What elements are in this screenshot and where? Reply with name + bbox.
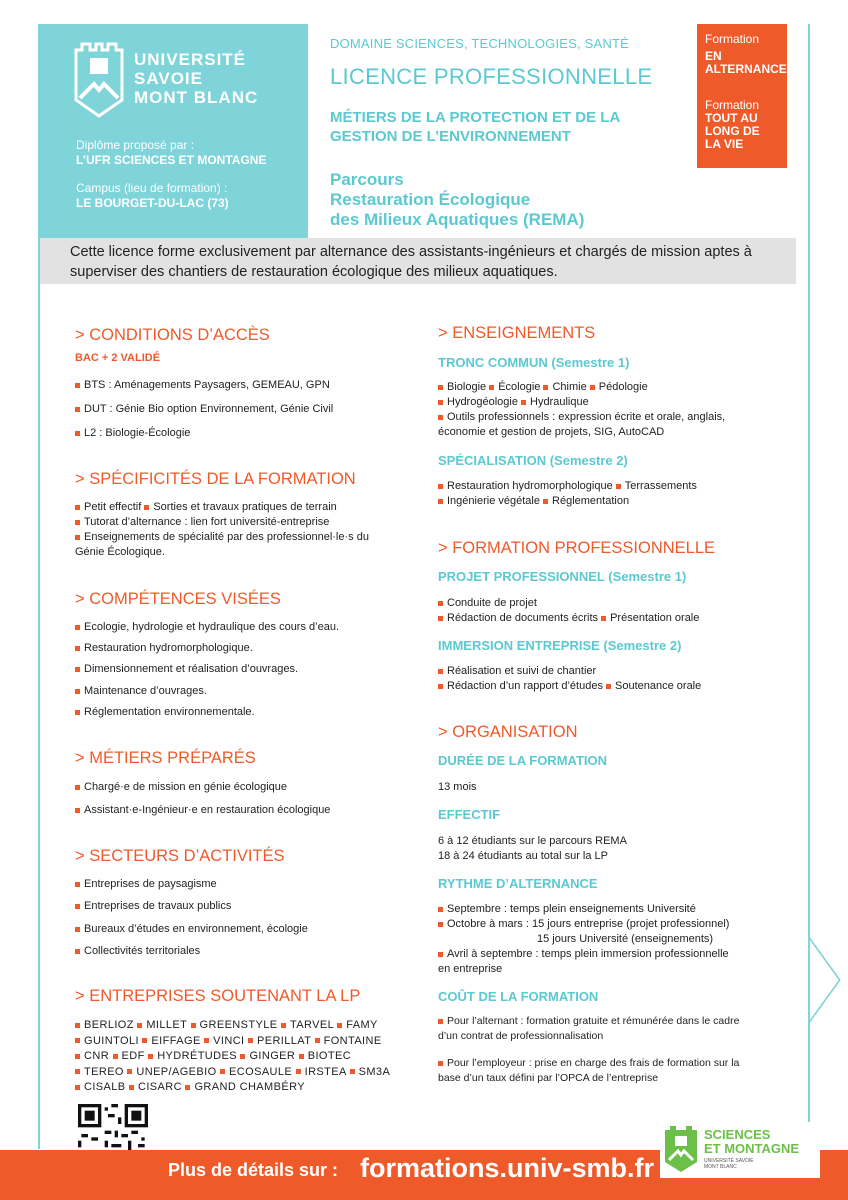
list-item: Bureaux d’études en environnement, écologie [75,922,308,936]
diploma-value: L’UFR SCIENCES ET MONTAGNE [76,153,267,167]
company-name: MILLET [146,1019,188,1031]
bullet-icon [75,1023,80,1028]
list-item: Outils professionnels : expression écrite et orale, anglais, [438,410,725,424]
effectif-line2: 18 à 24 étudiants au total sur la LP [438,850,609,862]
bullet-icon [185,1085,190,1090]
sciences-montagne-logo [660,1122,820,1178]
company-name: FAMY [346,1019,378,1031]
entreprises-row [75,1034,415,1050]
bullet-icon [142,1038,147,1043]
metiers-title: > MÉTIERS PRÉPARÉS [75,749,256,767]
formation1-value-line1: EN [705,49,722,63]
company-name: CISARC [138,1081,182,1093]
bullet-icon [129,1085,134,1090]
list-item: Pour l’alternant : formation gratuite et rémunérée dans le cadre [438,1014,739,1028]
list-item: Conduite de projet [438,596,537,610]
bullet-icon [113,1054,118,1059]
formation2-value-line1: TOUT AU [705,111,758,125]
bullet-icon [315,1038,320,1043]
list-item-continuation: d’un contrat de professionnalisation [438,1030,604,1042]
entreprises-row [75,1080,415,1096]
company-name: GINGER [249,1050,296,1062]
list-item-continuation: 15 jours Université (enseignements) [537,933,714,945]
list-item: BTS : Aménagements Paysagers, GEMEAU, GPN [75,378,330,392]
list-item: Tutorat d’alternance : lien fort université-entreprise [75,515,329,529]
bullet-icon [75,1038,80,1043]
company-name: IRSTEA [304,1065,347,1078]
immersion-title: IMMERSION ENTREPRISE (Semestre 2) [438,638,682,653]
entreprises-row [75,1018,415,1034]
sciences-montagne-shield-icon [662,1124,700,1174]
list-item-continuation: Génie Écologique. [75,546,165,558]
company-name: HYDRÉTUDES [157,1050,237,1062]
bullet-icon [75,407,80,412]
sm-logo-line1: SCIENCES [704,1127,771,1142]
bullet-icon [148,1054,153,1059]
footer-url-link[interactable]: formations.univ-smb.fr [360,1153,655,1183]
company-name: CISALB [84,1081,126,1093]
competences-title: > COMPÉTENCES VISÉES [75,590,281,608]
university-name-line1: UNIVERSITÉ [134,50,247,69]
company-name: GUINTOLI [84,1034,139,1047]
list-item: Maintenance d’ouvrages. [75,684,207,698]
company-name: TARVEL [289,1019,334,1031]
bullet-icon [248,1038,253,1043]
bullet-icon [281,1023,286,1028]
list-item: Rédaction de documents écrits Présentation orale [438,611,699,625]
entreprises-title: > ENTREPRISES SOUTENANT LA LP [75,987,361,1005]
sm-logo-sub2: MONT BLANC [704,1164,737,1170]
university-shield-icon [72,40,126,118]
bullet-icon [350,1069,355,1074]
bullet-icon [299,1054,304,1059]
bullet-icon [191,1023,196,1028]
secteurs-title: > SECTEURS D’ACTIVITÉS [75,847,285,865]
list-item: Pour l’employeur : prise en charge des frais de formation sur la [438,1056,739,1070]
parcours-line3: des Milieux Aquatiques (REMA) [330,210,585,229]
duree-value: 13 mois [438,781,477,793]
entreprises-list [75,1018,415,1096]
formation2-label: Formation [705,98,760,112]
intro-text: Cette licence forme exclusivement par alternance des assistants-ingénieurs et chargés de mission aptes à superviser des chantiers de restauration écologique des milieux aquatiques. [40,238,796,284]
entreprises-row [75,1065,415,1081]
formation2-value-line3: LA VIE [705,137,744,151]
list-item: DUT : Génie Bio option Environnement, Génie Civil [75,402,333,416]
university-logo [72,40,287,118]
formation-type-box [697,24,787,168]
university-name-line3: MONT BLANC [134,88,259,107]
effectif-line1: 6 à 12 étudiants sur le parcours REMA [438,835,627,847]
list-item: Entreprises de paysagisme [75,877,217,891]
specialisation-title: SPÉCIALISATION (Semestre 2) [438,453,628,468]
list-item: Enseignements de spécialité par des professionnel·le·s du [75,530,369,544]
list-item: Avril à septembre : temps plein immersion professionnelle [438,947,729,961]
list-item: Restauration hydromorphologique Terrassements [438,479,697,493]
list-item-continuation: base d’un taux défini par l’OPCA de l’entreprise [438,1072,659,1084]
company-name: ECOSAULE [229,1065,293,1078]
company-name: EDF [121,1050,145,1062]
list-item: Entreprises de travaux publics [75,899,231,913]
list-item: Assistant·e-Ingénieur·e en restauration écologique [75,803,330,817]
company-name: TEREO [84,1065,124,1078]
company-name: PERILLAT [256,1034,312,1047]
company-name: BERLIOZ [84,1019,134,1031]
company-name: VINCI [213,1034,245,1047]
bullet-icon [204,1038,209,1043]
mention-title: MÉTIERS DE LA PROTECTION ET DE LA GESTION DE L’ENVIRONNEMENT [330,109,620,145]
company-name: FONTAINE [323,1034,382,1047]
sm-logo-line2: ET MONTAGNE [704,1141,800,1156]
bullet-icon [137,1023,142,1028]
list-item: Septembre : temps plein enseignements Université [438,902,696,916]
company-name: GRAND CHAMBÉRY [194,1081,305,1093]
list-item-continuation: en entreprise [438,963,503,975]
list-item: Ingénierie végétale Réglementation [438,494,629,508]
company-name: UNEP/AGEBIO [136,1065,217,1078]
list-item-continuation: économie et gestion de projets, SIG, AutoCAD [438,426,665,438]
bullet-icon [75,1085,80,1090]
bullet-icon [75,1054,80,1059]
list-item: Biologie Écologie Chimie Pédologie [438,380,648,394]
list-item: Restauration hydromorphologique. [75,641,253,655]
company-name: CNR [84,1050,110,1062]
organisation-title: > ORGANISATION [438,723,578,741]
list-item: L2 : Biologie-Écologie [75,426,190,440]
specificites-title: > SPÉCIFICITÉS DE LA FORMATION [75,470,356,488]
company-name: GREENSTYLE [199,1019,278,1031]
bullet-icon [75,383,80,388]
bullet-icon [220,1069,225,1074]
entreprises-row [75,1049,415,1065]
parcours-line2: Restauration Écologique [330,190,531,209]
bullet-icon [296,1069,301,1074]
bullet-icon [127,1069,132,1074]
projet-pro-title: PROJET PROFESSIONNEL (Semestre 1) [438,569,687,584]
conditions-title: > CONDITIONS D’ACCÈS [75,326,270,344]
conditions-subtitle: BAC + 2 VALIDÉ [75,352,161,364]
frame-arrow-decoration [808,930,848,1030]
list-item: Dimensionnement et réalisation d’ouvrages. [75,662,298,676]
tronc-commun-title: TRONC COMMUN (Semestre 1) [438,355,630,370]
rythme-title: RYTHME D’ALTERNANCE [438,876,598,891]
list-item: Petit effectif Sorties et travaux pratiques de terrain [75,500,337,514]
university-name-line2: SAVOIE [134,69,203,88]
sm-logo-sub1: UNIVERSITÉ SAVOIE [704,1158,754,1164]
domain-title: DOMAINE SCIENCES, TECHNOLOGIES, SANTÉ [330,36,629,51]
list-item: Chargé·e de mission en génie écologique [75,780,287,794]
enseignements-title: > ENSEIGNEMENTS [438,324,596,342]
bullet-icon [75,1069,80,1074]
diploma-label: Diplôme proposé par : [76,138,195,152]
duree-title: DURÉE DE LA FORMATION [438,753,607,768]
licence-title: LICENCE PROFESSIONNELLE [330,64,653,89]
formation1-label: Formation [705,32,760,46]
effectif-title: EFFECTIF [438,807,501,822]
list-item: Ecologie, hydrologie et hydraulique des cours d’eau. [75,620,339,634]
list-item: Hydrogéologie Hydraulique [438,395,589,409]
company-name: EIFFAGE [151,1034,201,1047]
cout-title: COÛT DE LA FORMATION [438,989,599,1004]
parcours-line1: Parcours [330,170,404,189]
list-item: Réglementation environnementale. [75,705,255,719]
campus-label: Campus (lieu de formation) : [76,181,228,195]
bullet-icon [75,431,80,436]
bullet-icon [337,1023,342,1028]
list-item: Rédaction d’un rapport d’études Soutenance orale [438,679,701,693]
campus-value: LE BOURGET-DU-LAC (73) [76,196,229,210]
list-item: Réalisation et suivi de chantier [438,664,596,678]
bullet-icon [240,1054,245,1059]
footer-label: Plus de détails sur : [168,1160,339,1180]
formation-pro-title: > FORMATION PROFESSIONNELLE [438,539,716,557]
list-item: Octobre à mars : 15 jours entreprise (projet professionnel) [438,917,729,931]
list-item: Collectivités territoriales [75,944,200,958]
formation2-value-line2: LONG DE [705,124,760,138]
formation1-value-line2: ALTERNANCE [705,62,787,76]
company-name: SM3A [358,1065,391,1078]
company-name: BIOTEC [307,1050,352,1062]
parcours-title [330,170,690,230]
